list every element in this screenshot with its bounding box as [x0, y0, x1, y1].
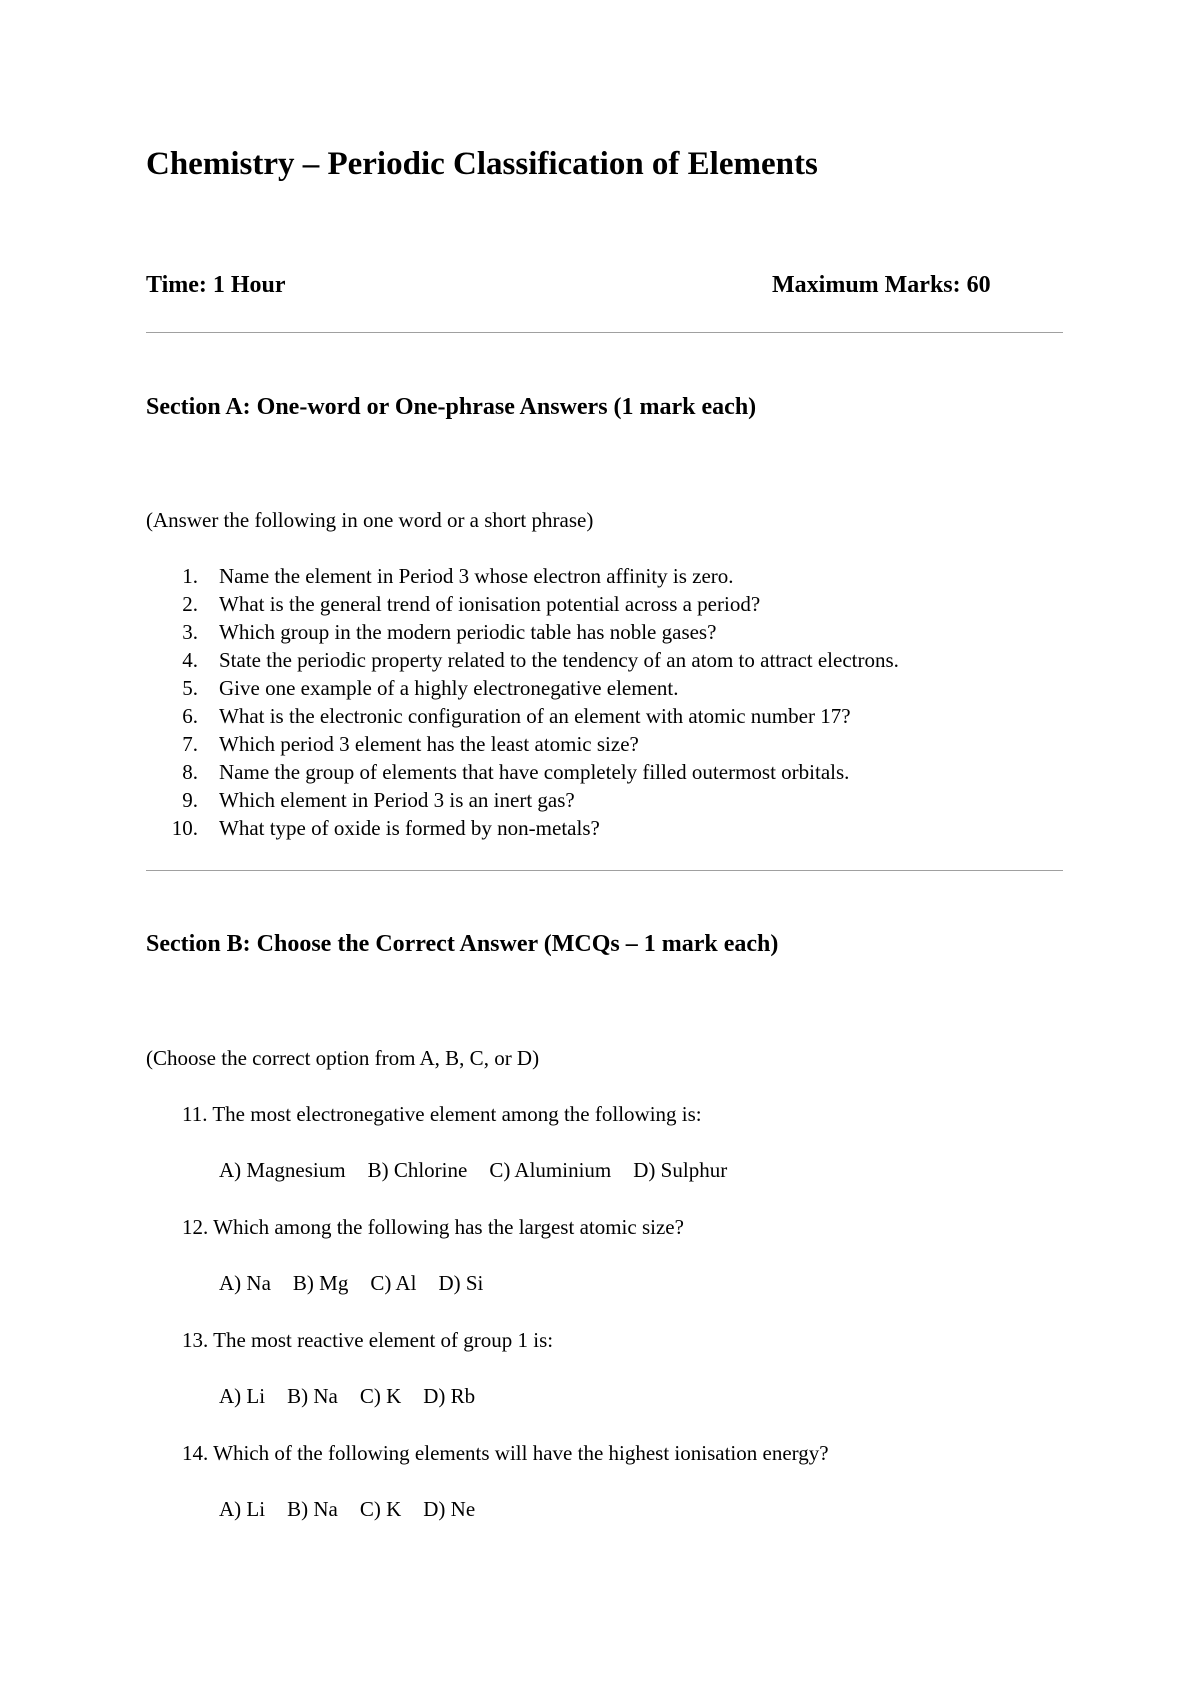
option-b: B) Chlorine — [367, 1158, 468, 1182]
mcq-question — [182, 1441, 829, 1466]
option-d: D) Ne — [423, 1497, 476, 1521]
option-a: A) Li — [219, 1384, 266, 1408]
divider — [146, 332, 1063, 333]
question-text: State the periodic property related to the tendency of an atom to attract electrons. — [219, 648, 899, 672]
question-number: 6. — [182, 704, 198, 728]
question-text: Which among the following has the largest atomic size? — [213, 1215, 684, 1239]
question-text: Name the group of elements that have completely filled outermost orbitals. — [219, 760, 850, 784]
question-number: 4. — [182, 648, 198, 672]
mcq-question — [182, 1102, 702, 1127]
option-b: B) Na — [287, 1497, 338, 1521]
mcq-question — [182, 1215, 684, 1240]
mcq-options — [219, 1271, 505, 1296]
question-number: 9. — [182, 788, 198, 812]
question-text: What is the electronic configuration of an element with atomic number 17? — [219, 704, 851, 728]
paper-title: Chemistry – Periodic Classification of Elements — [146, 146, 818, 182]
question-number: 3. — [182, 620, 198, 644]
max-marks-label: Maximum Marks: 60 — [772, 272, 991, 298]
question-number: 11. — [182, 1102, 208, 1126]
question-text: Which group in the modern periodic table has noble gases? — [219, 620, 717, 644]
question-text: What is the general trend of ionisation potential across a period? — [219, 592, 761, 616]
mcq-options — [219, 1497, 497, 1522]
question-text: Which of the following elements will have the highest ionisation energy? — [213, 1441, 829, 1465]
question-number: 12. — [182, 1215, 209, 1239]
section-b-instruction: (Choose the correct option from A, B, C, or D) — [146, 1046, 540, 1070]
option-c: C) Al — [370, 1271, 417, 1295]
question-text: Which element in Period 3 is an inert gas? — [219, 788, 575, 812]
question-text: Give one example of a highly electronegative element. — [219, 676, 679, 700]
section-b-heading: Section B: Choose the Correct Answer (MCQs – 1 mark each) — [146, 931, 779, 957]
question-number: 1. — [182, 564, 198, 588]
question-number: 13. — [182, 1328, 209, 1352]
option-c: C) K — [359, 1384, 402, 1408]
question-text: The most electronegative element among the following is: — [212, 1102, 702, 1126]
option-d: D) Si — [438, 1271, 484, 1295]
question-text: Which period 3 element has the least atomic size? — [219, 732, 639, 756]
option-a: A) Magnesium — [219, 1158, 346, 1182]
time-label: Time: 1 Hour — [146, 272, 286, 298]
question-text: The most reactive element of group 1 is: — [213, 1328, 554, 1352]
option-d: D) Sulphur — [633, 1158, 728, 1182]
mcq-options — [219, 1384, 497, 1409]
section-a-heading: Section A: One-word or One-phrase Answers (1 mark each) — [146, 394, 757, 420]
question-text: Name the element in Period 3 whose electron affinity is zero. — [219, 564, 734, 588]
option-b: B) Na — [287, 1384, 338, 1408]
option-d: D) Rb — [423, 1384, 476, 1408]
question-number: 10. — [171, 816, 198, 840]
option-c: C) Aluminium — [489, 1158, 612, 1182]
question-number: 14. — [182, 1441, 209, 1465]
option-a: A) Na — [219, 1271, 271, 1295]
question-number: 2. — [182, 592, 198, 616]
question-number: 7. — [182, 732, 198, 756]
mcq-options — [219, 1158, 749, 1183]
mcq-question — [182, 1328, 553, 1353]
option-c: C) K — [359, 1497, 402, 1521]
option-a: A) Li — [219, 1497, 266, 1521]
question-number: 8. — [182, 760, 198, 784]
option-b: B) Mg — [292, 1271, 349, 1295]
question-text: What type of oxide is formed by non-metals? — [219, 816, 600, 840]
section-a-instruction: (Answer the following in one word or a short phrase) — [146, 508, 594, 532]
question-number: 5. — [182, 676, 198, 700]
divider — [146, 870, 1063, 871]
